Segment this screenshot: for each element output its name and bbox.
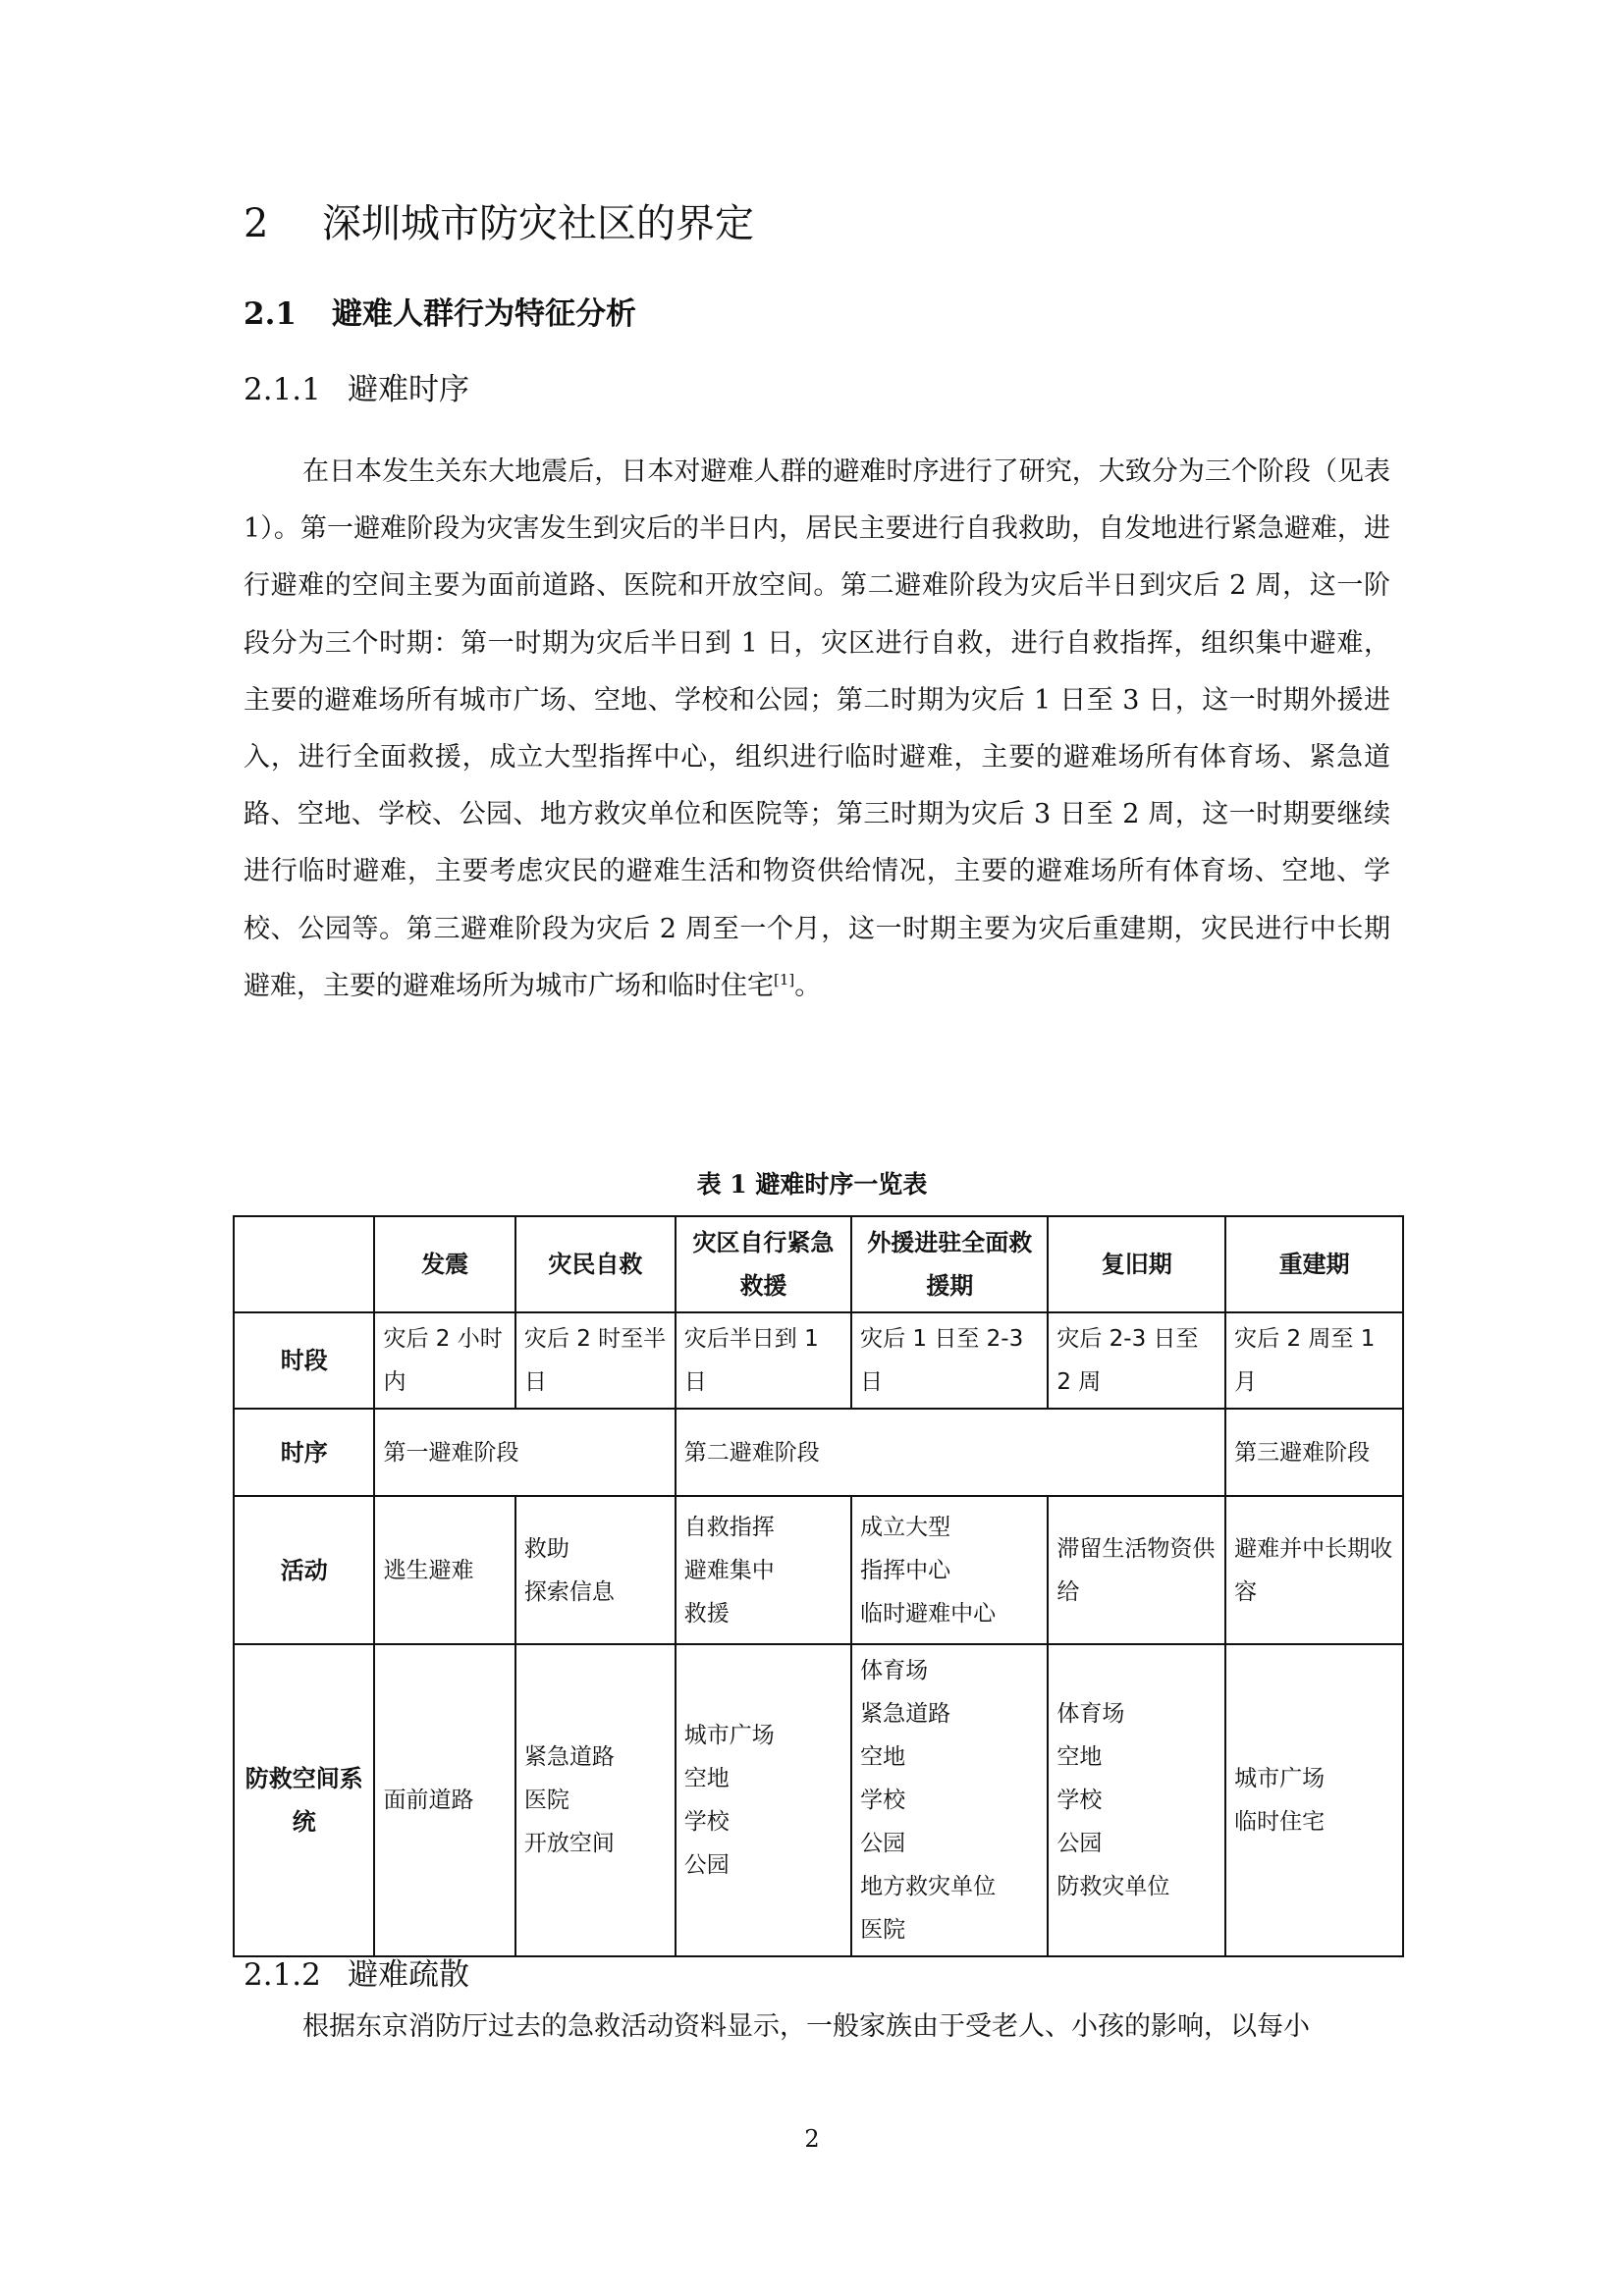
subsubsection-heading-1 <box>244 368 469 411</box>
cell-line: 公园 <box>683 1852 730 1878</box>
cell-line: 成立大型 <box>860 1514 951 1540</box>
table-cell <box>1225 1644 1403 1956</box>
table-header-row <box>234 1216 1403 1312</box>
subsubsection-number: 2.1.2 <box>244 1957 321 1993</box>
cell-line: 开放空间 <box>523 1831 615 1856</box>
table-cell <box>1048 1644 1225 1956</box>
table-cell: 灾后 2-3 日至 2 周 <box>1048 1312 1225 1409</box>
subsubsection-number: 2.1.1 <box>244 372 321 407</box>
table-caption: 表 1 避难时序一览表 <box>696 1170 928 1199</box>
cell-line: 面前道路 <box>383 1788 474 1813</box>
table-cell <box>676 1644 851 1956</box>
table-cell: 灾后 2 小时内 <box>374 1312 514 1409</box>
table-cell: 第三避难阶段 <box>1225 1409 1403 1496</box>
cell-line: 逃生避难 <box>383 1557 474 1583</box>
header-cell: 重建期 <box>1225 1216 1403 1312</box>
cell-line: 临时住宅 <box>1234 1809 1326 1835</box>
cell-line: 医院 <box>523 1788 569 1813</box>
evacuation-timeline-table <box>233 1215 1404 1957</box>
cell-line: 医院 <box>860 1917 906 1943</box>
table-row-period <box>234 1312 1403 1409</box>
table-cell <box>515 1496 676 1644</box>
table-cell <box>851 1496 1048 1644</box>
header-cell: 灾民自救 <box>515 1216 676 1312</box>
cell-line: 空地 <box>683 1766 730 1791</box>
paragraph-text: 在日本发生关东大地震后，日本对避难人群的避难时序进行了研究，大致分为三个阶段（见表 1）。第一避难阶段为灾害发生到灾后的半日内，居民主要进行自我救助，自发地进行紧急避难，进行避难的空间主要为面前道路、医院和开放空间。第二避难阶段为灾后半日到灾后 2 周，这一阶段分为三个时期：第一时期为灾后半日到 1 日，灾区进行自救，进行自救指挥，组织集中避难，主要的避难场所有城市广场、空地、学校和公园；第二时期为灾后 1 日至 3 日，这一时期外援进入，进行全面救援，成立大型指挥中心，组织进行临时避难，主要的避难场所有体育场、紧急道路、空地、学校、公园、地方救灾单位和医院等；第三时期为灾后 3 日至 2 周，这一时期要继续进行临时避难，主要考虑灾民的避难生活和物资供给情况，主要的避难场所有体育场、空地、学校、公园等。第三避难阶段为灾后 2 周至一个月，这一时期主要为灾后重建期，灾民进行中长期避难，主要的避难场所为城市广场和临时住宅 <box>244 456 1390 1001</box>
table-row-activity <box>234 1496 1403 1644</box>
cell-line: 避难集中 <box>683 1557 775 1583</box>
section-number: 2 <box>244 201 269 246</box>
cell-line: 临时避难中心 <box>860 1600 997 1627</box>
table-cell <box>851 1644 1048 1956</box>
table-cell <box>676 1496 851 1644</box>
table-cell <box>1225 1496 1403 1644</box>
section-title: 深圳城市防灾社区的界定 <box>322 201 754 246</box>
paragraph-end: 。 <box>794 970 822 1001</box>
section-heading <box>244 196 754 251</box>
table-cell <box>1048 1496 1225 1644</box>
cell-line: 学校 <box>860 1788 906 1813</box>
table-row-space <box>234 1644 1403 1956</box>
cell-line: 学校 <box>1056 1788 1103 1813</box>
cell-line: 滞留生活物资供给 <box>1056 1535 1216 1605</box>
cell-line: 体育场 <box>860 1658 929 1683</box>
cell-line: 学校 <box>683 1809 730 1835</box>
cell-line: 地方救灾单位 <box>860 1874 997 1899</box>
table-cell: 灾后半日到 1 日 <box>676 1312 851 1409</box>
cell-line: 救援 <box>683 1600 730 1627</box>
cell-line: 避难并中长期收容 <box>1234 1535 1393 1605</box>
cell-line: 指挥中心 <box>860 1557 951 1583</box>
cell-line: 防救灾单位 <box>1056 1874 1170 1899</box>
header-cell: 复旧期 <box>1048 1216 1225 1312</box>
cell-line: 城市广场 <box>1234 1766 1326 1791</box>
cell-line: 空地 <box>860 1744 906 1770</box>
row-label: 时序 <box>234 1409 374 1496</box>
row-label: 时段 <box>234 1312 374 1409</box>
table-cell: 灾后 2 时至半日 <box>515 1312 676 1409</box>
header-cell: 灾区自行紧急救援 <box>676 1216 851 1312</box>
body-paragraph-2: 根据东京消防厅过去的急救活动资料显示，一般家族由于受老人、小孩的影响，以每小 <box>302 2011 1310 2042</box>
subsubsection-title: 避难时序 <box>348 372 469 407</box>
table-cell <box>374 1644 514 1956</box>
table-cell <box>515 1644 676 1956</box>
table-row-sequence <box>234 1409 1403 1496</box>
header-cell <box>234 1216 374 1312</box>
table-cell: 灾后 1 日至 2-3 日 <box>851 1312 1048 1409</box>
cell-line: 城市广场 <box>683 1723 775 1748</box>
table-cell: 灾后 2 周至 1 月 <box>1225 1312 1403 1409</box>
page-number: 2 <box>804 2125 820 2153</box>
table-cell: 第一避难阶段 <box>374 1409 675 1496</box>
cell-line: 紧急道路 <box>860 1701 951 1727</box>
cell-line: 空地 <box>1056 1744 1103 1770</box>
citation-mark: [1] <box>774 970 795 988</box>
row-label: 活动 <box>234 1496 374 1644</box>
row-label: 防救空间系统 <box>234 1644 374 1956</box>
subsection-heading <box>244 291 636 338</box>
table-cell <box>374 1496 514 1644</box>
subsubsection-title: 避难疏散 <box>348 1957 469 1993</box>
cell-line: 探索信息 <box>523 1578 615 1605</box>
table-cell: 第二避难阶段 <box>676 1409 1225 1496</box>
body-paragraph-1 <box>244 444 1390 1015</box>
header-cell: 外援进驻全面救援期 <box>851 1216 1048 1312</box>
cell-line: 救助 <box>523 1535 569 1562</box>
cell-line: 体育场 <box>1056 1701 1125 1727</box>
subsection-title: 避难人群行为特征分析 <box>332 296 636 332</box>
cell-line: 公园 <box>860 1831 906 1856</box>
subsection-number: 2.1 <box>244 296 297 332</box>
cell-line: 自救指挥 <box>683 1514 775 1540</box>
header-cell: 发震 <box>374 1216 514 1312</box>
subsubsection-heading-2 <box>244 1953 469 1997</box>
cell-line: 公园 <box>1056 1831 1103 1856</box>
cell-line: 紧急道路 <box>523 1744 615 1770</box>
